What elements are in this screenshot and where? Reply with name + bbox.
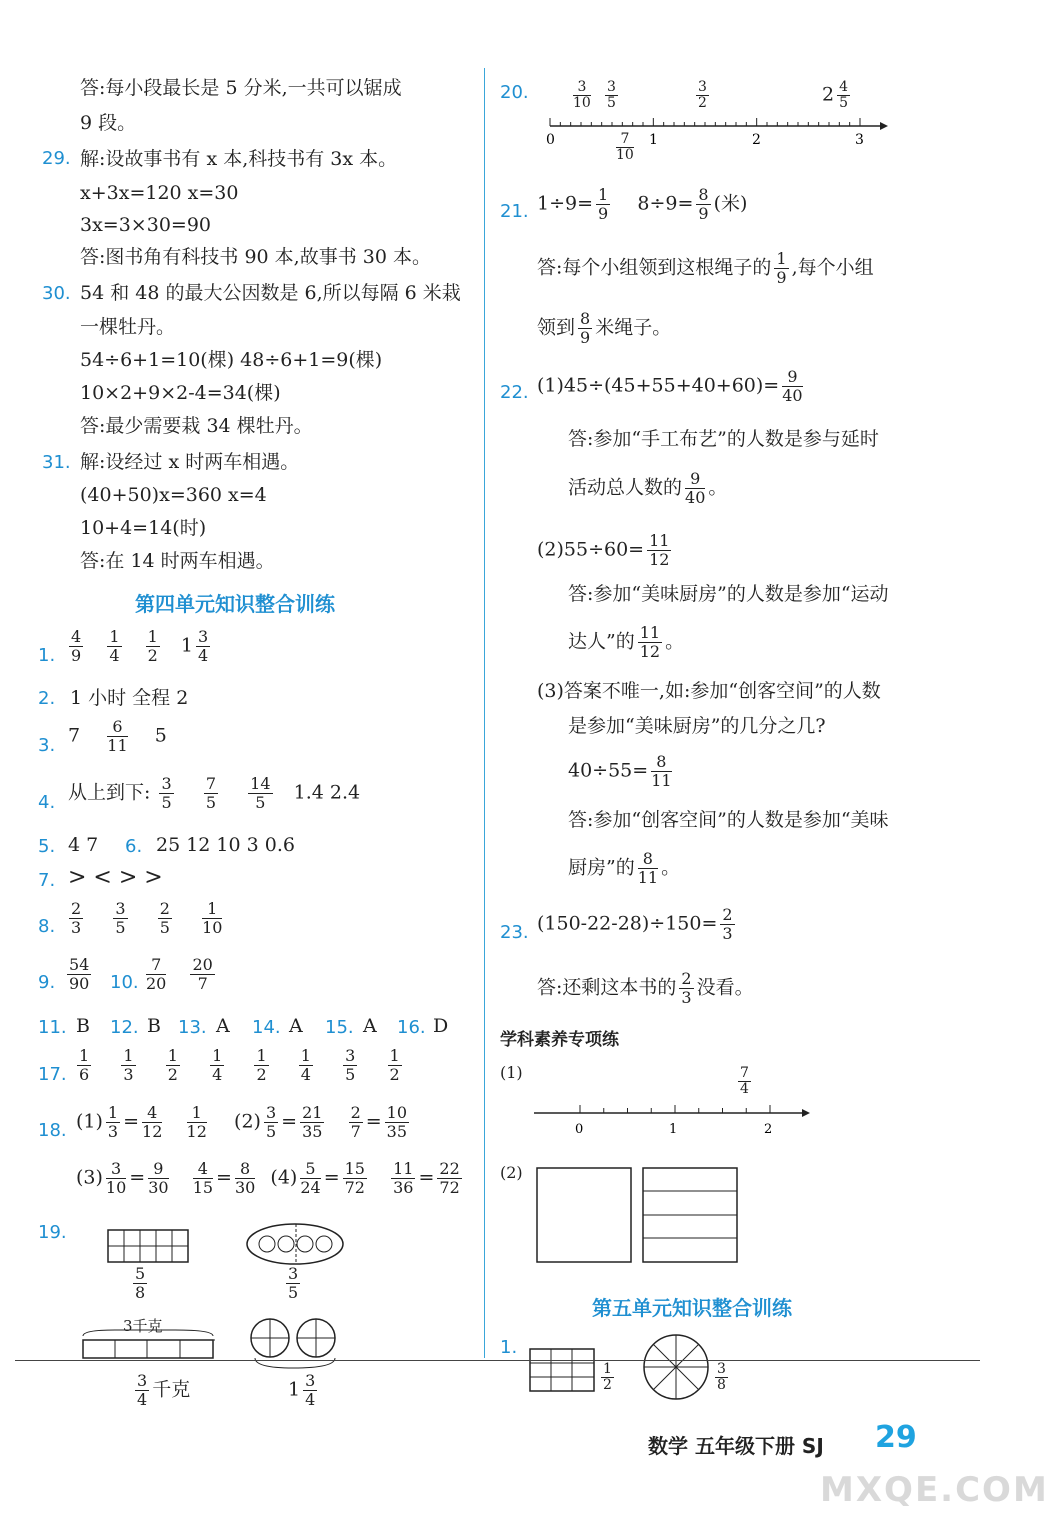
pie-divider [676, 1367, 699, 1390]
question-number: 30. [42, 283, 71, 304]
question-number: 8. [38, 916, 56, 937]
fraction-label: $\frac{3}{5}$ [288, 1264, 299, 1302]
fraction-label: $\frac{7}{10}$ [616, 131, 634, 163]
choice-answer: B [147, 1015, 161, 1037]
equation: (40+50)x=360 x=4 [80, 484, 267, 506]
solution-text: 解:设经过 x 时两车相遇。 [80, 451, 300, 473]
fraction-answers: $\frac{7}{20}$ $\frac{20}{7}$ [146, 955, 213, 993]
solution-text: 是参加“美味厨房”的几分之几? [568, 715, 826, 737]
question-number: 1. [38, 645, 56, 666]
compare-symbols: > < > > [68, 865, 163, 890]
equation: 10×2+9×2-4=34(棵) [80, 382, 281, 404]
fraction-label: $\frac{3}{4}$ 千克 [137, 1371, 191, 1409]
square-figures [535, 1165, 745, 1265]
question-number: 20. [500, 82, 529, 103]
question-number: 31. [42, 452, 71, 473]
solution-text: 54 和 48 的最大公因数是 6,所以每隔 6 米栽 [80, 282, 461, 304]
question-number: 11. [38, 1017, 67, 1038]
svg-text:3: 3 [855, 132, 864, 148]
choice-answer: A [363, 1015, 377, 1037]
page-number: 29 [875, 1420, 917, 1455]
fraction-answers: $\frac{1}{6}$ $\frac{1}{3}$ $\frac{1}{2}$ $\frac{1}{4}$ $\frac{1}{2}$ $\frac{1}{4}$ $\frac{3}{5}$ $\frac{1}{2}$ [79, 1046, 400, 1084]
fraction-answers: 7 $\frac{6}{11}$ 5 [68, 717, 167, 755]
answer-text: 达人”的 $\frac{11}{12}$ 。 [568, 623, 685, 661]
fraction-equations: (3) $\frac{3}{10}$ = $\frac{9}{30}$ $\frac{4}{15}$ = $\frac{8}{30}$ (4) $\frac{5}{24}$ = $\frac{15}{72}$ $\frac{11}{36}$ = $\frac{22}{72}$ [76, 1159, 460, 1197]
choice-answer: A [216, 1015, 230, 1037]
answer-text: 答:每个小组领到这根绳子的 $\frac{1}{9}$ ,每个小组 [537, 249, 874, 287]
question-number: 4. [38, 792, 56, 813]
footer-label: 数学 五年级下册 SJ [648, 1434, 824, 1458]
question-number: 3. [38, 735, 56, 756]
answer-text: 答:每小段最长是 5 分米,一共可以锯成 [80, 77, 402, 99]
question-number: 1. [500, 1337, 518, 1358]
fraction-answers: $\frac{4}{9}$ $\frac{1}{4}$ $\frac{1}{2}$ 1 $\frac{3}{4}$ [71, 627, 209, 665]
footer-rule [15, 1360, 980, 1361]
question-number: 23. [500, 922, 529, 943]
answer-text: 答:在 14 时两车相遇。 [80, 550, 275, 572]
choice-answer: D [433, 1015, 449, 1037]
answer-text: 1 小时 全程 2 [70, 687, 189, 709]
question-number: 6. [125, 836, 143, 857]
question-number: 29. [42, 148, 71, 169]
answer-text: 答:参加“美味厨房”的人数是参加“运动 [568, 583, 889, 605]
number-line-practice [530, 1095, 820, 1140]
fraction-equations: (1) $\frac{1}{3}$ = $\frac{4}{12}$ $\frac{1}{12}$ (2) $\frac{3}{5}$ = $\frac{21}{35}$ $\frac{2}{7}$ = $\frac{10}{35}$ [76, 1103, 408, 1141]
equation: 40÷55= $\frac{8}{11}$ [568, 752, 672, 790]
answer-text: 答:参加“创客空间”的人数是参加“美味 [568, 809, 889, 831]
choice-answer: B [76, 1015, 90, 1037]
question-number: 2. [38, 688, 56, 709]
solution-text: (3)答案不唯一,如:参加“创客空间”的人数 [537, 680, 881, 702]
answer-text: 25 12 10 3 0.6 [156, 834, 295, 856]
answer-text: 答:最少需要栽 34 棵牡丹。 [80, 415, 313, 437]
pie-divider [653, 1344, 676, 1367]
pie-divider [653, 1367, 676, 1390]
answer-text: 答:参加“手工布艺”的人数是参与延时 [568, 428, 879, 450]
fraction-answers: $\frac{2}{3}$ $\frac{3}{5}$ $\frac{2}{5}$ $\frac{1}{10}$ [71, 899, 223, 937]
answer-text: 9 段。 [80, 112, 137, 134]
question-number: 7. [38, 870, 56, 891]
question-number: 13. [178, 1017, 207, 1038]
equation: x+3x=120 x=30 [80, 182, 239, 204]
question-number: 14. [252, 1017, 281, 1038]
fraction-answers: 从上到下: $\frac{3}{5}$ $\frac{7}{5}$ $\frac{14}{5}$ 1.4 2.4 [68, 774, 361, 812]
svg-text:1: 1 [669, 1122, 678, 1137]
svg-text:1: 1 [649, 132, 658, 148]
solution-text: 一棵牡丹。 [80, 316, 176, 338]
question-number: 22. [500, 382, 529, 403]
question-number: 10. [110, 972, 139, 993]
fraction-label: 1 $\frac{3}{4}$ [288, 1371, 316, 1409]
svg-text:2: 2 [752, 132, 761, 148]
part-label: (2) [500, 1163, 523, 1182]
solution-text: 解:设故事书有 x 本,科技书有 3x 本。 [80, 148, 398, 170]
fraction-answers: $\frac{54}{90}$ [69, 955, 90, 993]
fraction-label: $\frac{3}{2}$ [698, 79, 707, 111]
equation: 10+4=14(时) [80, 517, 207, 539]
answer-text: 厨房”的 $\frac{8}{11}$ 。 [568, 849, 681, 887]
question-number: 12. [110, 1017, 139, 1038]
question-number: 19. [38, 1222, 67, 1243]
fraction-label: $\frac{5}{8}$ [135, 1264, 146, 1302]
svg-text:0: 0 [575, 1122, 584, 1137]
answer-text: 4 7 [68, 834, 99, 856]
fraction-figures-5 [528, 1335, 718, 1400]
answer-text: 领到 $\frac{8}{9}$ 米绳子。 [537, 309, 672, 347]
question-number: 15. [325, 1017, 354, 1038]
svg-text:2: 2 [764, 1122, 773, 1137]
column-divider [484, 68, 485, 1358]
fraction-label: $\frac{3}{5}$ [607, 79, 616, 111]
weight-label: 3千克 [123, 1317, 163, 1335]
equation: (1)45÷(45+55+40+60)= $\frac{9}{40}$ [537, 367, 803, 405]
equation: (2)55÷60= $\frac{11}{12}$ [537, 531, 670, 569]
question-number: 21. [500, 201, 529, 222]
equation: 54÷6+1=10(棵) 48÷6+1=9(棵) [80, 349, 383, 371]
answer-text: 答:图书角有科技书 90 本,故事书 30 本。 [80, 246, 431, 268]
watermark: MXQE.COM [820, 1470, 1049, 1510]
fraction-label: $\frac{3}{10}$ [573, 79, 591, 111]
equation: 1÷9= $\frac{1}{9}$ 8÷9= $\frac{8}{9}$ (米) [537, 185, 748, 223]
question-number: 16. [397, 1017, 426, 1038]
question-number: 5. [38, 836, 56, 857]
question-number: 18. [38, 1120, 67, 1141]
answer-text: 答:还剩这本书的 $\frac{2}{3}$ 没看。 [537, 969, 754, 1007]
question-number: 9. [38, 972, 56, 993]
svg-text:0: 0 [546, 132, 555, 148]
part-label: (1) [500, 1063, 523, 1082]
equation: 3x=3×30=90 [80, 214, 212, 236]
subsection-heading: 学科素养专项练 [500, 1030, 619, 1050]
section-heading: 第四单元知识整合训练 [135, 592, 335, 616]
section-heading: 第五单元知识整合训练 [592, 1296, 792, 1320]
fraction-label: 2 $\frac{4}{5}$ [822, 79, 849, 111]
answer-text: 活动总人数的 $\frac{9}{40}$ 。 [568, 469, 728, 507]
fraction-label: $\frac{3}{8}$ [717, 1361, 726, 1393]
fraction-label: $\frac{1}{2}$ [603, 1361, 612, 1393]
equation: (150-22-28)÷150= $\frac{2}{3}$ [537, 905, 733, 943]
question-number: 17. [38, 1064, 67, 1085]
choice-answer: A [289, 1015, 303, 1037]
pie-divider [676, 1344, 699, 1367]
fraction-label: $\frac{7}{4}$ [740, 1065, 749, 1097]
